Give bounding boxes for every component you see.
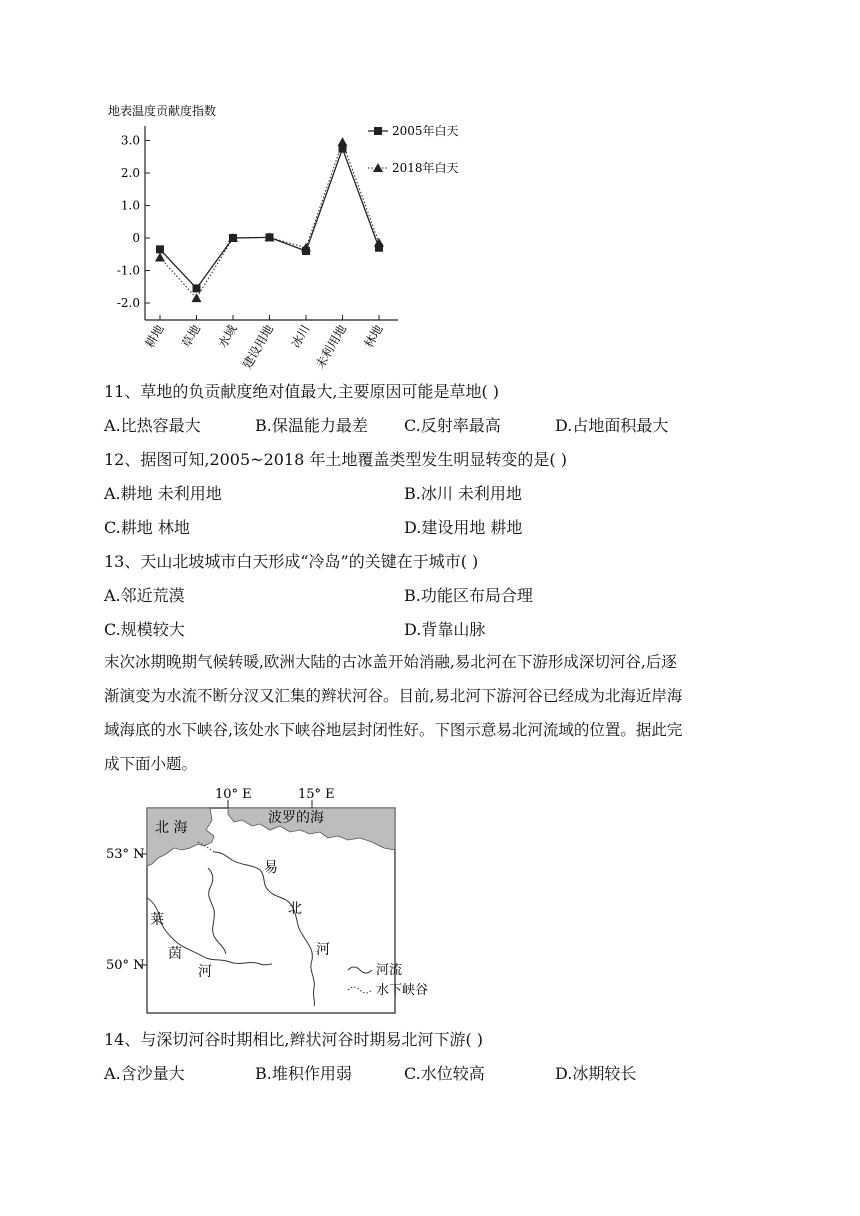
north-sea-area [147,808,214,866]
legend-square-marker [374,127,382,135]
q14-option-c: C.水位较高 [404,1064,485,1083]
north-sea-label: 北 海 [155,820,188,836]
legend-canyon-symbol [348,987,372,993]
point-2005-0 [156,245,164,253]
rhine-river [147,898,272,965]
q14-option-d: D.冰期较长 [555,1064,637,1083]
q11-option-d: D.占地面积最大 [555,416,669,435]
q14-option-a: A.含沙量大 [104,1064,185,1083]
legend [368,123,459,175]
elbe-basin-map [102,780,452,1015]
legend-2005: 2005年白天 [392,124,459,138]
legend-2018: 2018年白天 [392,161,459,175]
lon-label-10e: 10° E [215,787,252,802]
x-tick-label: 耕地 [142,322,167,351]
series-line-2018 [160,142,379,298]
passage-line-4: 成下面小题。 [104,755,198,773]
y-axis-label: 地表温度贡献度指数 [108,104,217,118]
rhine-label-1: 莱 [150,912,164,928]
passage-line-3: 域海底的水下峡谷,该处水下峡谷地层封闭性好。下图示意易北河流域的位置。据此完 [104,721,683,739]
elbe-label-2: 北 [288,901,302,917]
q13-option-d: D.背靠山脉 [404,620,486,639]
land-temperature-chart [100,96,480,376]
y-tick-label: 2.0 [120,166,140,180]
q11-option-c: C.反射率最高 [404,416,501,435]
q12-option-a: A.耕地 未利用地 [104,484,222,503]
q12-option-c: C.耕地 林地 [104,518,190,537]
passage-line-1: 末次冰期晚期气候转暖,欧洲大陆的古冰盖开始消融,易北河在下游形成深切河谷,后逐 [104,653,677,671]
passage-line-2: 渐演变为水流不断分汊又汇集的辫状河谷。目前,易北河下游河谷已经成为北海近岸海 [104,687,683,705]
lat-label-50n: 50° N [106,958,145,973]
lat-label-53n: 53° N [106,847,145,862]
elbe-label-1: 易 [264,860,278,876]
legend-river-label: 河流 [376,963,403,978]
rhine-label-2: 茵 [168,946,182,962]
baltic-sea-label: 波罗的海 [268,810,324,826]
q12-option-d: D.建设用地 耕地 [404,518,523,537]
tributary-1 [208,868,226,954]
legend-triangle-marker [373,163,383,172]
x-tick-label: 冰川 [288,322,313,351]
y-tick-label: -1.0 [116,263,140,278]
q11-option-b: B.保温能力最差 [255,416,368,435]
q12-stem: 12、据图可知,2005~2018 年土地覆盖类型发生明显转变的是( ) [104,450,567,469]
legend-river-symbol [348,967,372,973]
q12-option-b: B.冰川 未利用地 [404,484,522,503]
rhine-label-3: 河 [198,964,212,980]
y-tick-label: 3.0 [120,133,140,148]
legend-canyon-label: 水下峡谷 [376,983,429,998]
q13-option-b: B.功能区布局合理 [404,586,533,605]
y-tick-label: 1.0 [120,198,140,213]
x-tick-label: 林地 [361,322,386,351]
elbe-label-3: 河 [316,942,330,958]
q11-option-a: A.比热容最大 [104,416,201,435]
q11-stem: 11、草地的负贡献度绝对值最大,主要原因可能是草地( ) [104,382,500,401]
x-tick-label: 草地 [178,322,204,351]
x-tick-label: 水域 [215,322,240,351]
q14-stem: 14、与深切河谷时期相比,辫状河谷时期易北河下游( ) [104,1030,484,1049]
q13-option-a: A.邻近荒漠 [104,586,185,605]
x-tick-label: 建设用地 [239,322,277,372]
q14-option-b: B.堆积作用弱 [255,1064,352,1083]
x-tick-label: 未利用地 [312,322,350,372]
y-tick-label: 0 [132,231,140,245]
q13-option-c: C.规模较大 [104,620,185,639]
point-2018-5 [338,137,348,146]
series-line-2005 [160,149,379,289]
lon-label-15e: 15° E [298,787,335,802]
q13-stem: 13、天山北坡城市白天形成“冷岛”的关键在于城市( ) [104,552,479,571]
point-2005-1 [193,284,201,292]
y-tick-label: -2.0 [116,296,140,310]
